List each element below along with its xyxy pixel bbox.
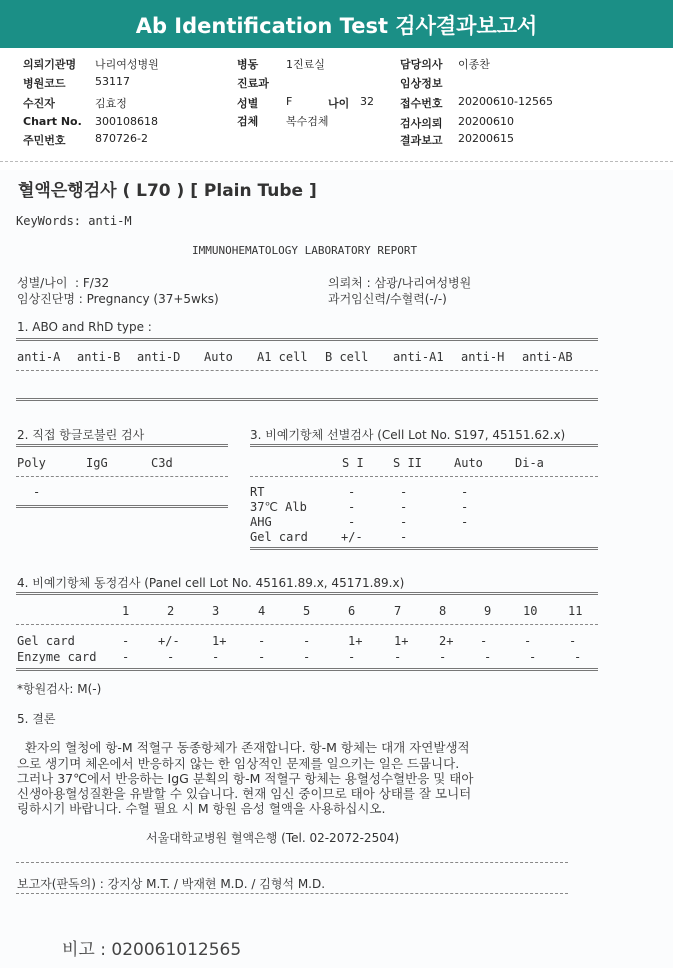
panel-col-header: 6 <box>348 604 356 618</box>
panel-cell: - <box>303 634 311 648</box>
screen-cell: - <box>400 500 408 514</box>
panel-cell: - <box>258 650 266 664</box>
double-rule <box>250 547 598 550</box>
remark: 비고 : 020061012565 <box>62 940 242 960</box>
abo-col-header: anti-A1 <box>393 350 444 364</box>
section-screening-title: 3. 비예기항체 선별검사 (Cell Lot No. S197, 45151.62.x) <box>250 428 566 442</box>
conclusion-line: 환자의 혈청에 항-M 적혈구 동종항체가 존재합니다. 항-M 항체는 대개 자연발생적 <box>17 740 470 755</box>
panel-cell: - <box>122 650 130 664</box>
panel-cell: - <box>348 650 356 664</box>
panel-cell: - <box>529 650 537 664</box>
double-rule <box>16 338 598 341</box>
double-rule <box>16 592 598 595</box>
panel-col-header: 11 <box>568 604 583 618</box>
hdr-label: 수진자 <box>23 97 55 110</box>
dat-value: - <box>33 485 41 499</box>
panel-cell: - <box>484 650 492 664</box>
panel-cell: +/- <box>158 634 180 648</box>
hdr-label: 담당의사 <box>400 58 443 71</box>
screen-col-header: Di-a <box>515 456 544 470</box>
dashed-rule <box>16 624 598 625</box>
screen-col-header: S II <box>393 456 422 470</box>
conclusion-line: 신생아용혈성질환을 유발할 수 있습니다. 현재 임신 중이므로 태아 상태를 잘 모니터 <box>17 786 472 801</box>
dashed-rule <box>16 862 568 863</box>
screen-row-label: AHG <box>250 515 272 529</box>
reporter: 보고자(판독의) : 강지상 M.T. / 박재현 M.D. / 김형석 M.D. <box>17 877 326 891</box>
screen-cell: - <box>461 515 469 529</box>
section-dat-title: 2. 직접 항글로불린 검사 <box>17 428 145 442</box>
hdr-value: 김효정 <box>95 97 127 110</box>
screen-row-label: RT <box>250 485 265 499</box>
screen-cell: +/- <box>341 530 363 544</box>
hdr-value: 나리여성병원 <box>95 58 159 71</box>
double-rule <box>16 505 228 508</box>
transfusion-history: 과거임신력/수혈력(-/-) <box>328 292 447 306</box>
abo-col-header: A1 cell <box>257 350 308 364</box>
abo-col-header: anti-H <box>461 350 505 364</box>
dashed-rule <box>250 476 598 477</box>
panel-col-header: 10 <box>523 604 538 618</box>
section-conclusion-title: 5. 결론 <box>17 712 56 726</box>
panel-cell: 1+ <box>394 634 409 648</box>
hdr-value: 870726-2 <box>95 132 148 145</box>
dat-col-header: C3d <box>151 456 173 470</box>
referring-hospital: 의뢰처 : 삼광/나리여성병원 <box>328 276 472 290</box>
section-abo-title: 1. ABO and RhD type : <box>17 320 152 334</box>
report-title: 혈액은행검사 ( L70 ) [ Plain Tube ] <box>18 181 317 201</box>
abo-col-header: Auto <box>204 350 233 364</box>
panel-cell: - <box>439 650 447 664</box>
screen-cell: - <box>400 530 408 544</box>
hdr-label: 병동 <box>237 58 259 71</box>
abo-col-header: anti-B <box>77 350 121 364</box>
hdr-label: Chart No. <box>23 115 82 128</box>
panel-cell: - <box>480 634 488 648</box>
panel-col-header: 2 <box>167 604 175 618</box>
hdr-value: 이종찬 <box>458 58 490 71</box>
hdr-label: 결과보고 <box>400 134 443 147</box>
panel-cell: - <box>394 650 402 664</box>
hdr-value: 1진료실 <box>286 58 325 71</box>
panel-cell: - <box>303 650 311 664</box>
panel-cell: - <box>167 650 175 664</box>
panel-col-header: 1 <box>122 604 130 618</box>
double-rule <box>16 668 598 671</box>
double-rule <box>16 398 598 401</box>
panel-cell: - <box>524 634 532 648</box>
screen-row-label: 37℃ Alb <box>250 500 307 514</box>
screen-row-label: Gel card <box>250 530 308 544</box>
hdr-value: 복수검체 <box>286 115 329 128</box>
panel-cell: 1+ <box>348 634 363 648</box>
panel-col-header: 5 <box>303 604 311 618</box>
panel-cell: - <box>574 650 582 664</box>
dat-col-header: IgG <box>86 456 108 470</box>
hdr-label: 나이 <box>328 97 350 110</box>
panel-cell: - <box>258 634 266 648</box>
dashed-rule <box>16 370 598 371</box>
panel-cell: - <box>569 634 577 648</box>
hdr-value: 20200610-12565 <box>458 95 553 108</box>
screen-cell: - <box>348 500 356 514</box>
hdr-label: 임상정보 <box>400 77 443 90</box>
hdr-value: 20200615 <box>458 132 514 145</box>
hdr-value: 20200610 <box>458 115 514 128</box>
panel-cell: 1+ <box>212 634 227 648</box>
antigen-test: *항원검사: M(-) <box>17 682 102 696</box>
hdr-label: 주민번호 <box>23 134 66 147</box>
screen-cell: - <box>461 485 469 499</box>
conclusion-line: 그러나 37℃에서 반응하는 IgG 분획의 항-M 적혈구 항체는 용혈성수혈반응 및 태아 <box>17 771 474 786</box>
hdr-value: F <box>286 95 293 108</box>
hdr-value: 53117 <box>95 75 130 88</box>
hospital-contact: 서울대학교병원 혈액은행 (Tel. 02-2072-2504) <box>146 831 400 845</box>
conclusion-line: 링하시기 바랍니다. 수혈 필요 시 M 항원 음성 혈액을 사용하십시오. <box>17 801 386 816</box>
abo-col-header: anti-A <box>17 350 61 364</box>
abo-col-header: anti-D <box>137 350 181 364</box>
hdr-value: 300108618 <box>95 115 158 128</box>
panel-col-header: 4 <box>258 604 266 618</box>
panel-col-header: 3 <box>212 604 220 618</box>
double-rule <box>16 444 228 447</box>
sex-age: 성별/나이 : F/32 <box>17 276 110 290</box>
panel-cell: - <box>122 634 130 648</box>
section-panel-title: 4. 비예기항체 동정검사 (Panel cell Lot No. 45161.89.x, 45171.89.x) <box>17 576 405 590</box>
conclusion-line: 으로 생기며 체온에서 반응하지 않는 한 임상적인 문제를 일으키는 일은 드뭅니다. <box>17 756 460 771</box>
hdr-label: 접수번호 <box>400 97 443 110</box>
panel-cell: - <box>212 650 220 664</box>
screen-cell: - <box>400 515 408 529</box>
hdr-value: 32 <box>360 95 374 108</box>
keywords: KeyWords: anti-M <box>16 214 132 228</box>
panel-col-header: 8 <box>439 604 447 618</box>
panel-col-header: 7 <box>394 604 402 618</box>
dat-col-header: Poly <box>17 456 46 470</box>
header-divider <box>0 161 673 162</box>
screen-cell: - <box>348 485 356 499</box>
hdr-label: 검사의뢰 <box>400 117 443 130</box>
panel-cell: 2+ <box>439 634 454 648</box>
banner-title: Ab Identification Test 검사결과보고서 <box>135 14 538 38</box>
panel-row-label: Enzyme card <box>17 650 97 664</box>
screen-col-header: S I <box>342 456 364 470</box>
abo-col-header: B cell <box>325 350 369 364</box>
hdr-label: 병원코드 <box>23 77 66 90</box>
hdr-label: 검체 <box>237 115 259 128</box>
abo-col-header: anti-AB <box>522 350 573 364</box>
panel-row-label: Gel card <box>17 634 75 648</box>
screen-col-header: Auto <box>454 456 483 470</box>
panel-col-header: 9 <box>484 604 492 618</box>
report-banner <box>0 0 673 48</box>
screen-cell: - <box>400 485 408 499</box>
hdr-label: 성별 <box>237 97 259 110</box>
hdr-label: 의뢰기관명 <box>23 58 77 71</box>
double-rule <box>250 444 598 447</box>
dashed-rule <box>16 893 568 894</box>
screen-cell: - <box>348 515 356 529</box>
lab-title: IMMUNOHEMATOLOGY LABORATORY REPORT <box>192 244 418 257</box>
hdr-label: 진료과 <box>237 77 269 90</box>
dashed-rule <box>16 476 228 477</box>
screen-cell: - <box>461 500 469 514</box>
clinical-diagnosis: 임상진단명 : Pregnancy (37+5wks) <box>17 292 219 306</box>
